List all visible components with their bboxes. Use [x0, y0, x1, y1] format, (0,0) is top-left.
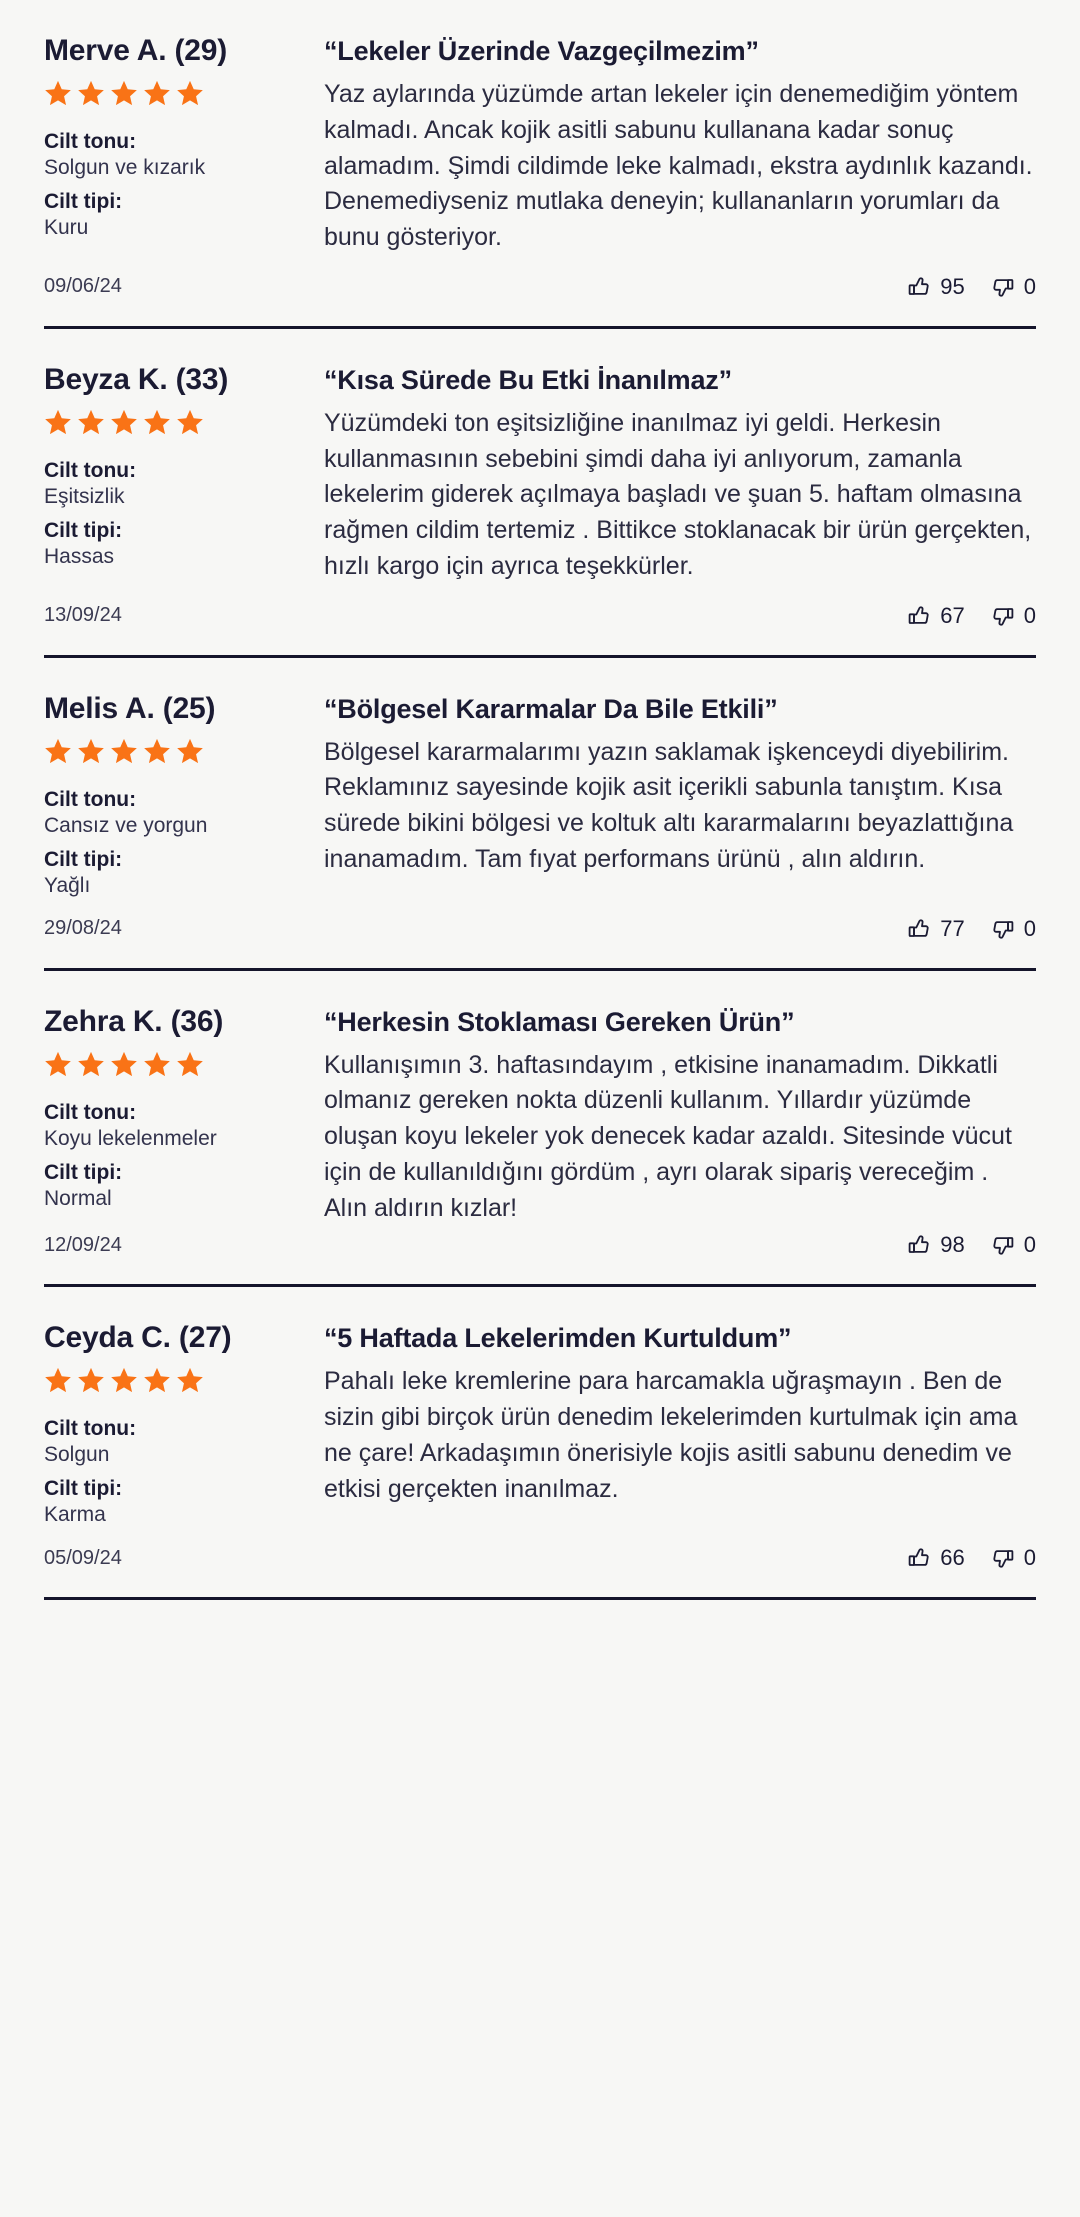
skin-type-value: Yağlı [44, 873, 91, 897]
vote-group [907, 274, 1036, 300]
review-content [44, 1005, 1036, 1227]
review-body: Kullanışımın 3. haftasındayım , etkisine inanamadım. Dikkatli olmanız gereken nokta düzenli kullanım. Yıllardır yüzümde oluşan koyu lekeler yok denecek kadar azaldı. Sitesinde vücut için de kullanıldığını gördüm , ayrı olarak sipariş vereceğim . Alın aldırın kızlar! [324, 1050, 1012, 1222]
review-footer [44, 1232, 1036, 1284]
skin-tone-value: Solgun ve kızarık [44, 156, 206, 179]
star-icon [110, 1367, 138, 1395]
star-icon [44, 80, 72, 108]
like-button[interactable] [907, 1545, 964, 1571]
skin-tone-label: Cilt tonu: [44, 1100, 137, 1124]
vote-group [907, 1545, 1036, 1571]
star-icon [143, 409, 171, 437]
thumbs-up-icon [907, 1233, 931, 1257]
skin-type-label: Cilt tipi: [44, 190, 123, 213]
thumbs-down-icon [991, 275, 1015, 299]
dislike-button[interactable] [991, 274, 1036, 300]
star-icon [77, 1051, 105, 1079]
thumbs-down-icon [991, 604, 1015, 628]
review-body: Pahalı leke kremlerine para harcamakla uğraşmayın . Ben de sizin gibi birçok ürün denedim lekelerimden kurtulmak için ama ne çare! Arkadaşımın önerisiyle kojis asitli sabunu denedim ve etkisi gerçekten inanılmaz. [324, 1367, 1018, 1503]
skin-type-value: Kuru [44, 216, 89, 239]
reviewer-name: Melis A. (25) [44, 691, 216, 725]
star-icon [44, 1051, 72, 1079]
star-icon [110, 1051, 138, 1079]
like-count: 98 [940, 1232, 965, 1258]
reviewer-name: Ceyda C. (27) [44, 1321, 232, 1355]
rating-stars [44, 1051, 310, 1079]
review-title: “Lekeler Üzerinde Vazgeçilmezim” [324, 36, 759, 66]
reviewer-info [44, 363, 324, 569]
skin-tone-label: Cilt tonu: [44, 787, 137, 811]
vote-group [907, 916, 1036, 942]
skin-tone-value: Cansız ve yorgun [44, 813, 208, 837]
review-footer [44, 916, 1036, 968]
reviewer-name: Beyza K. (33) [44, 362, 229, 396]
reviewer-info [44, 1321, 324, 1527]
skin-type-value: Karma [44, 1503, 106, 1527]
star-icon [110, 80, 138, 108]
star-icon [176, 1367, 204, 1395]
skin-type-label: Cilt tipi: [44, 518, 123, 542]
like-button[interactable] [907, 916, 964, 942]
like-count: 95 [940, 273, 965, 299]
dislike-count: 0 [1023, 602, 1036, 628]
skin-tone-label: Cilt tonu: [44, 130, 137, 153]
rating-stars [44, 409, 310, 437]
rating-stars [44, 738, 310, 766]
like-count: 77 [940, 915, 965, 941]
thumbs-up-icon [907, 604, 931, 628]
dislike-count: 0 [1023, 1232, 1036, 1258]
reviewer-info [44, 692, 324, 898]
review-title: “5 Haftada Lekelerimden Kurtuldum” [324, 1323, 792, 1354]
review-date: 29/08/24 [44, 917, 122, 939]
star-icon [176, 738, 204, 766]
skin-type-label: Cilt tipi: [44, 1160, 123, 1184]
review-card [44, 1287, 1036, 1600]
star-icon [110, 409, 138, 437]
star-icon [143, 1367, 171, 1395]
review-text [324, 1005, 1036, 1227]
thumbs-up-icon [907, 275, 931, 299]
star-icon [143, 738, 171, 766]
star-icon [176, 409, 204, 437]
review-title: “Kısa Sürede Bu Etki İnanılmaz” [324, 364, 732, 395]
star-icon [143, 80, 171, 108]
star-icon [77, 409, 105, 437]
rating-stars [44, 80, 310, 108]
star-icon [77, 738, 105, 766]
review-text [324, 692, 1036, 878]
review-date: 05/09/24 [44, 1546, 122, 1569]
review-date: 09/06/24 [44, 275, 122, 298]
like-count: 67 [940, 602, 965, 628]
skin-type-label: Cilt tipi: [44, 1477, 123, 1501]
dislike-button[interactable] [991, 916, 1036, 942]
reviewer-name: Zehra K. (36) [44, 1004, 224, 1038]
review-content [44, 34, 1036, 256]
review-text [324, 34, 1036, 256]
dislike-button[interactable] [991, 603, 1036, 629]
star-icon [176, 1051, 204, 1079]
skin-tone-value: Solgun [44, 1443, 110, 1467]
review-content [44, 363, 1036, 585]
star-icon [77, 1367, 105, 1395]
like-count: 66 [940, 1545, 965, 1571]
thumbs-down-icon [991, 917, 1015, 941]
review-card [44, 329, 1036, 658]
review-date: 12/09/24 [44, 1233, 122, 1256]
thumbs-up-icon [907, 917, 931, 941]
review-title: “Bölgesel Kararmalar Da Bile Etkili” [324, 693, 778, 724]
review-footer [44, 603, 1036, 655]
like-button[interactable] [907, 274, 964, 300]
dislike-button[interactable] [991, 1545, 1036, 1571]
star-icon [110, 738, 138, 766]
review-content [44, 1321, 1036, 1527]
star-icon [143, 1051, 171, 1079]
star-icon [44, 409, 72, 437]
review-content [44, 692, 1036, 898]
star-icon [77, 80, 105, 108]
reviewer-info [44, 34, 324, 240]
vote-group [907, 603, 1036, 629]
skin-type-label: Cilt tipi: [44, 847, 123, 871]
thumbs-down-icon [991, 1233, 1015, 1257]
star-icon [176, 80, 204, 108]
review-text [324, 363, 1036, 585]
thumbs-up-icon [907, 1546, 931, 1570]
rating-stars [44, 1367, 310, 1395]
star-icon [44, 738, 72, 766]
review-title: “Herkesin Stoklaması Gereken Ürün” [324, 1006, 795, 1037]
dislike-button[interactable] [991, 1232, 1036, 1258]
review-body: Yüzümdeki ton eşitsizliğine inanılmaz iyi geldi. Herkesin kullanmasının sebebini şimdi daha iyi anlıyorum, zamanla lekelerim giderek açılmaya başladı ve şuan 5. haftam olmasına rağmen cildim tertemiz . Bittikce stoklanacak bir ürün gerçekten, hızlı kargo için ayrıca teşekkürler. [324, 408, 1032, 580]
review-card [44, 0, 1036, 329]
dislike-count: 0 [1023, 273, 1036, 299]
review-body: Yaz aylarında yüzümde artan lekeler için denemediğim yöntem kalmadı. Ancak kojik asitli sabunu kullanana kadar sonuç alamadım. Şimdi cildimde leke kalmadı, ekstra aydınlık kazandı. Denemediyseniz mutlaka deneyin; kullananların yorumları da bunu gösteriyor. [324, 80, 1033, 251]
like-button[interactable] [907, 603, 964, 629]
skin-type-value: Normal [44, 1186, 112, 1210]
skin-tone-value: Eşitsizlik [44, 484, 125, 508]
skin-type-value: Hassas [44, 544, 115, 568]
reviewer-info [44, 1005, 324, 1211]
review-body: Bölgesel kararmalarımı yazın saklamak işkenceydi diyebilirim. Reklamınız sayesinde kojik asit içerikli sabunla tanıştım. Kısa sürede bikini bölgesi ve koltuk altı kararmalarını beyazlattığına inanamadım. Tam fıyat performans ürünü , alın aldırın. [324, 737, 1014, 873]
review-date: 13/09/24 [44, 604, 122, 626]
dislike-count: 0 [1023, 915, 1036, 941]
review-footer [44, 274, 1036, 326]
star-icon [44, 1367, 72, 1395]
review-card [44, 658, 1036, 971]
like-button[interactable] [907, 1232, 964, 1258]
skin-tone-value: Koyu lekelenmeler [44, 1126, 217, 1150]
dislike-count: 0 [1023, 1545, 1036, 1571]
review-text [324, 1321, 1036, 1507]
skin-tone-label: Cilt tonu: [44, 458, 137, 482]
review-footer [44, 1545, 1036, 1597]
review-card [44, 971, 1036, 1288]
skin-tone-label: Cilt tonu: [44, 1417, 137, 1441]
reviewer-name: Merve A. (29) [44, 34, 228, 67]
divider [44, 1597, 1036, 1600]
thumbs-down-icon [991, 1546, 1015, 1570]
vote-group [907, 1232, 1036, 1258]
